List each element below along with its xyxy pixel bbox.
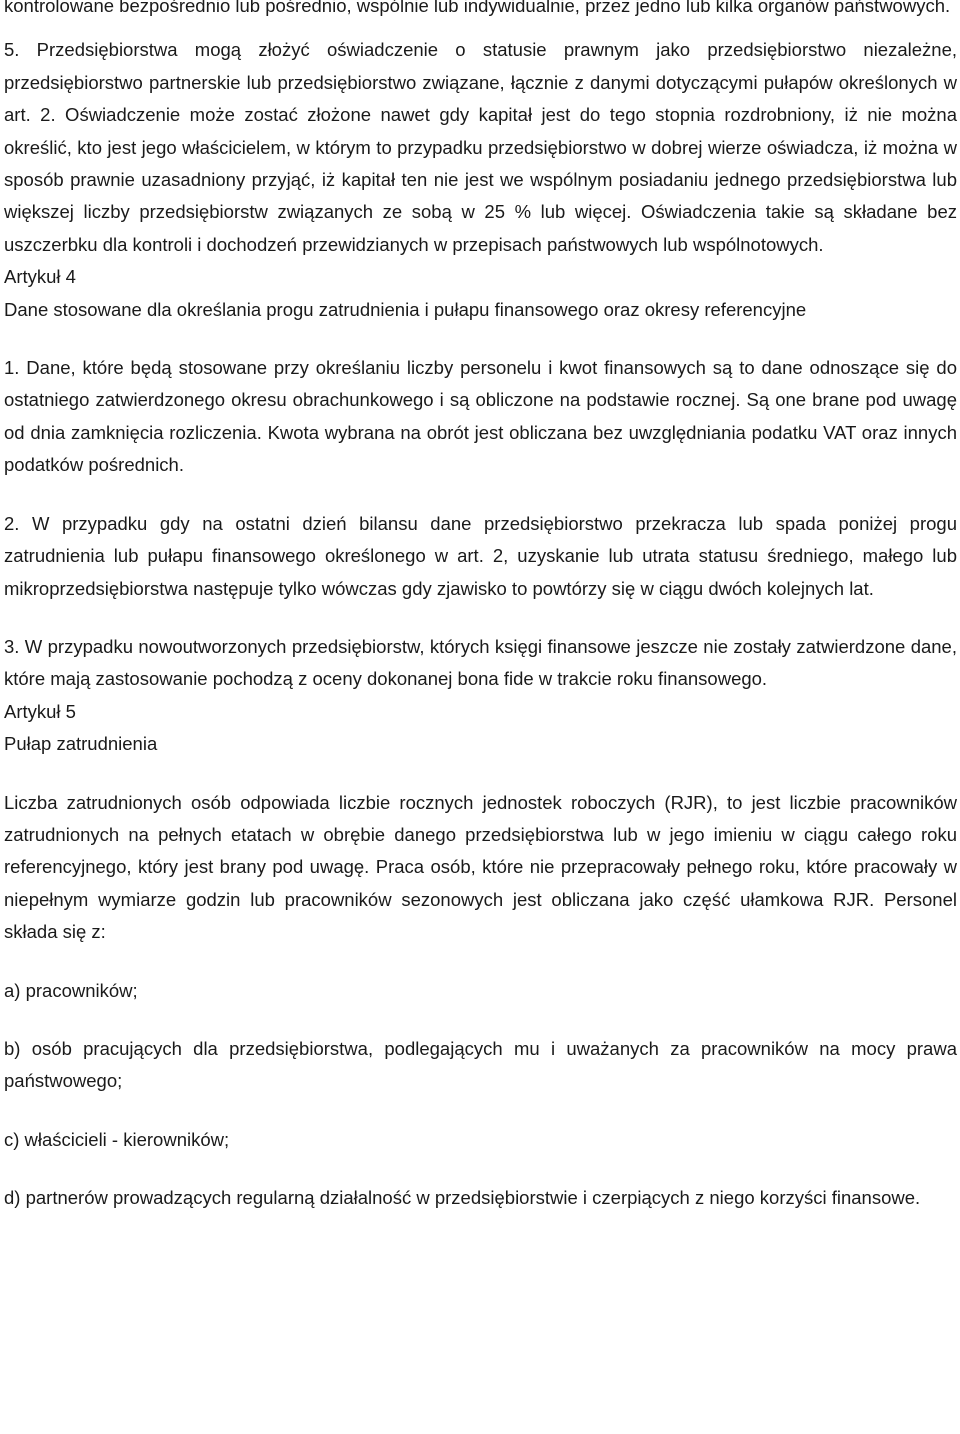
paragraph-continuation: kontrolowane bezpośrednio lub pośrednio, wspólnie lub indywidualnie, przez jedno lub kilka organów państwowych. (4, 0, 951, 16)
article-4-paragraph-2: 2. W przypadku gdy na ostatni dzień bilansu dane przedsiębiorstwo przekracza lub spada poniżej progu zatrudnienia lub pułapu finansowego określonego w art. 2, uzyskanie lub utrata statusu średniego, małego lub mikroprzedsiębiorstwa następuje tylko wówczas gdy zjawisko to powtórzy się w ciągu dwóch kolejnych lat. (4, 512, 957, 599)
article-5-heading: Artykuł 5 (4, 700, 76, 722)
paragraph-5: 5. Przedsiębiorstwa mogą złożyć oświadczenie o statusie prawnym jako przedsiębiorstwo niezależne, przedsiębiorstwo partnerskie lub przedsiębiorstwo związane, łącznie z danymi dotyczącymi pułapów określonych w art. 2. Oświadczenie może zostać złożone nawet gdy kapitał jest do tego stopnia rozdrobniony, iż nie można określić, kto jest jego właścicielem, w którym to przypadku przedsiębiorstwo w dobrej wierze oświadcza, iż można w sposób prawnie uzasadniony przyjąć, iż kapitał ten nie jest we wspólnym posiadaniu jednego przedsiębiorstwa lub większej liczby przedsiębiorstw związanych ze sobą w 25 % lub więcej. Oświadczenia takie są składane bez uszczerbku dla kontroli i dochodzeń przewidzianych w przepisach państwowych lub wspólnotowych. (4, 39, 957, 255)
article-5-title: Pułap zatrudnienia (4, 733, 158, 755)
article-4-paragraph-1: 1. Dane, które będą stosowane przy określaniu liczby personelu i kwot finansowych są to dane odnoszące się do ostatniego zatwierdzonego okresu obrachunkowego i są obliczone na podstawie rocznej. Są one brane pod uwagę od dnia zamknięcia rozliczenia. Kwota wybrana na obrót jest obliczana bez uwzględniania podatku VAT oraz innych podatków pośrednich. (4, 357, 957, 476)
article-4-title: Dane stosowane dla określania progu zatrudnienia i pułapu finansowego oraz okresy referencyjne (4, 298, 807, 320)
list-item-a: a) pracowników; (4, 979, 138, 1001)
list-item-d: d) partnerów prowadzących regularną działalność w przedsiębiorstwie i czerpiących z niego korzyści finansowe. (4, 1187, 921, 1209)
article-5-paragraph: Liczba zatrudnionych osób odpowiada liczbie rocznych jednostek roboczych (RJR), to jest liczbie pracowników zatrudnionych na pełnych etatach w obrębie danego przedsiębiorstwa lub w jego imieniu w ciągu całego roku referencyjnego, który jest brany pod uwagę. Praca osób, które nie przepracowały pełnego roku, które pracowały w niepełnym wymiarze godzin lub pracowników sezonowych jest obliczana jako część ułamkowa RJR. Personel składa się z: (4, 791, 957, 943)
article-4-paragraph-3: 3. W przypadku nowoutworzonych przedsiębiorstw, których księgi finansowe jeszcze nie zostały zatwierdzone dane, które mają zastosowanie pochodzą z oceny dokonanej bona fide w trakcie roku finansowego. (4, 635, 957, 690)
list-item-c: c) właścicieli - kierowników; (4, 1128, 230, 1150)
list-item-b: b) osób pracujących dla przedsiębiorstwa, podlegających mu i uważanych za pracowników na mocy prawa państwowego; (4, 1037, 957, 1092)
article-4-heading: Artykuł 4 (4, 266, 76, 288)
